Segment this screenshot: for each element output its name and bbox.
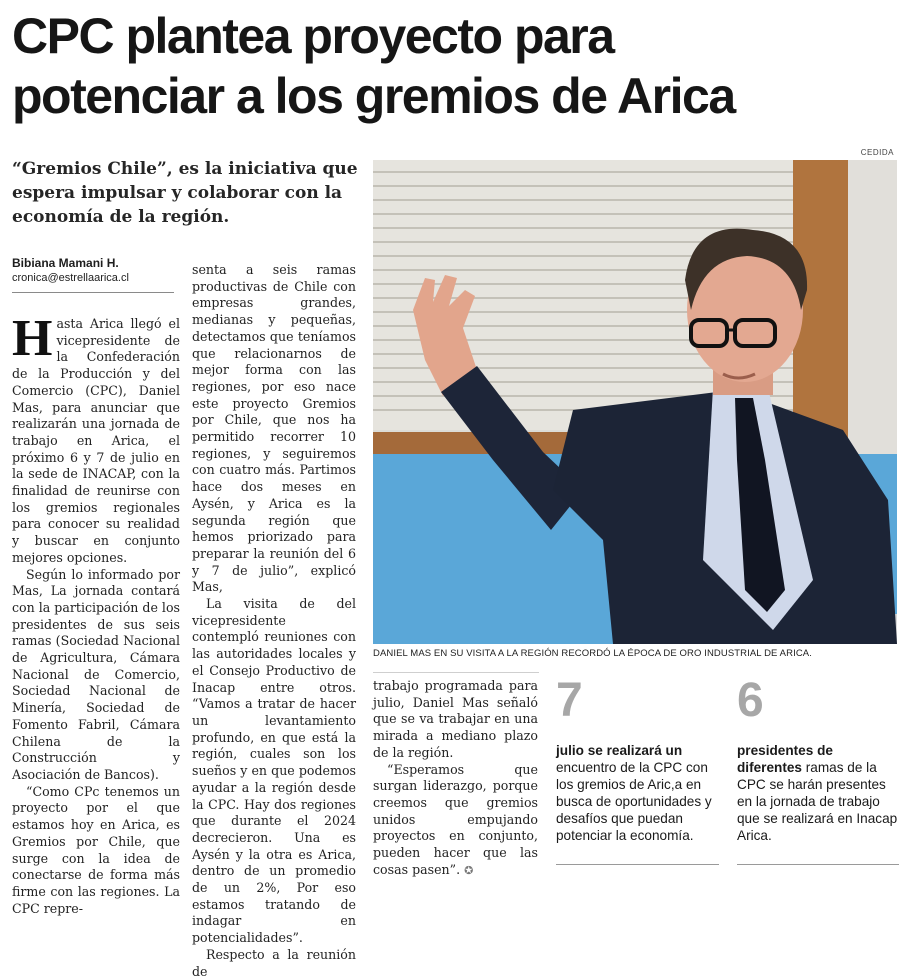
article-column-1: [12, 310, 180, 917]
fact-box-7: [556, 676, 719, 844]
paragraph: La visita de del vicepresidente contempló reuniones con las autoridades locales y el Consejo Productivo de Inacap entre otros. “Vamos a tratar de hacer un levantamiento profundo, en que está la región, cuales son los sueños y en que podemos ayudar a la región desde la CPC. Hay dos regiones que durante el 2024 decrecieron. Una es Aysén y la otra es Arica, dentro de un promedio de un 2%, Por eso estamos tratando de indagar en potencialidades”.: [192, 596, 356, 946]
fact-body: encuentro de la CPC con los gremios de Aric,a en busca de oportunidades y desafíos que puedan potenciar la economía.: [556, 760, 712, 843]
paragraph: [373, 762, 538, 880]
author-email: cronica@estrellaarica.cl: [12, 272, 129, 284]
author-name: Bibiana Mamani H.: [12, 256, 119, 270]
end-mark-icon: ✪: [464, 863, 474, 877]
fact-text: [556, 742, 719, 844]
article-column-3: [373, 678, 538, 879]
paragraph: senta a seis ramas productivas de Chile con empresas grandes, medianas y pequeñas, detectamos que teníamos que relacionarnos de mejor forma con las regiones, por eso nace este proyecto Gremios por Chile, que nos ha permitido recorrer 10 regiones, y seguiremos con cuatro más. Partimos hace dos meses en Aysén, y Arica es la segunda región que hemos priorizado para preparar la reunión del 6 y 7 de julio”, explicó Mas,: [192, 262, 356, 595]
paragraph: asta Arica llegó el vicepresidente de la Confederación de la Producción y del Comercio (CPC), Daniel Mas, para anunciar que realizarán una jornada de trabajo en Arica, el próximo 6 y 7 de julio en la sede de INACAP, con la finalidad de reunirse con los gremios regionales para conocer su realidad y buscar en conjunto mejores opciones.: [12, 316, 180, 565]
paragraph: “Como CPc tenemos un proyecto por el que estamos hoy en Arica, es Gremios por Chile, que surge con la idea de conectarse de forma más firme con las regiones. La CPC repre-: [12, 783, 180, 916]
fact-box-6: [737, 676, 899, 844]
paragraph-text: “Esperamos que surgan liderazgo, porque creemos que gremios unidos empujando proyectos en conjunto, pueden hacer que las cosas pasen”.: [373, 761, 538, 877]
column-divider: [373, 672, 539, 673]
headline-line-1: CPC plantea proyecto para: [12, 8, 614, 64]
paragraph: Respecto a la reunión de: [192, 946, 356, 979]
fact-lead: julio se realizará un: [556, 743, 683, 758]
fact-text: [737, 742, 899, 844]
photo-credit: CEDIDA: [860, 148, 894, 157]
fact-divider: [556, 864, 719, 865]
paragraph: Según lo informado por Mas, La jornada contará con la participación de los presidentes de sus seis ramas (Sociedad Nacional de Agricultura, Cámara Nacional de Comercio, Sociedad Nacional de Minería, Sociedad de Fomento Fabril, Cámara Chilena de la Construcción y Asociación de Bancos).: [12, 566, 180, 782]
headline-line-2: potenciar a los gremios de Arica: [12, 68, 735, 124]
article-column-2: [192, 262, 356, 980]
drop-cap: H: [12, 310, 53, 367]
headline: [12, 6, 892, 126]
subheadline: “Gremios Chile”, es la iniciativa que espera impulsar y colaborar con la economía de la región.: [12, 159, 358, 227]
photo-caption: DANIEL MAS EN SU VISITA A LA REGIÓN RECORDÓ LA ÉPOCA DE ORO INDUSTRIAL DE ARICA.: [373, 648, 812, 659]
article-photo: [373, 160, 897, 644]
fact-number: 6: [737, 674, 764, 727]
fact-divider: [737, 864, 899, 865]
photo-illustration: [373, 160, 897, 644]
fact-number: 7: [556, 674, 583, 727]
fact-body: ramas de la CPC se harán presentes en la jornada de trabajo que se realizará en Inacap Arica.: [737, 760, 898, 843]
fact-lead: presidentes de diferentes: [737, 743, 833, 775]
byline: [12, 255, 174, 293]
paragraph: trabajo programada para julio, Daniel Mas señaló que se va trabajar en una mirada a mediano plazo de la región.: [373, 678, 538, 760]
